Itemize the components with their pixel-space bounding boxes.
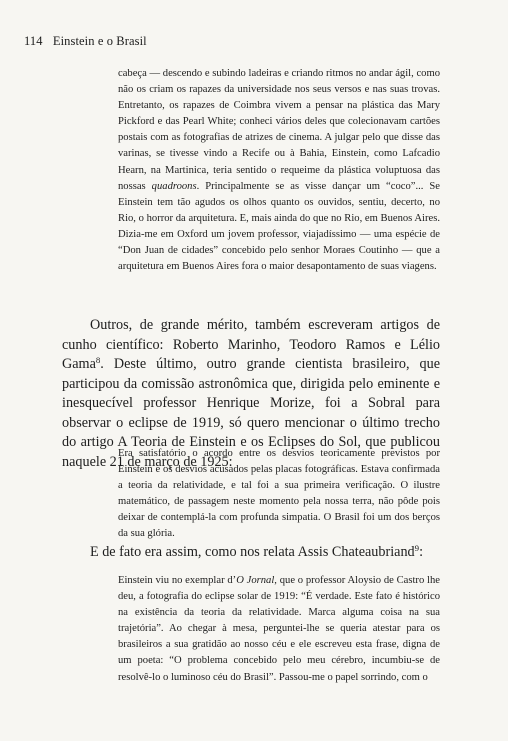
quote-3-text-a: Einstein viu no exemplar d’ <box>118 575 237 586</box>
block-quote-1 <box>118 66 440 275</box>
quote-3-italic: O Jornal <box>236 575 275 586</box>
block-quote-3 <box>118 573 440 686</box>
paragraph-1-text-cont: . Deste último, outro grande cientista brasileiro, que participou da comissão astronômica que, dirigida pelo eminente e inesquecível professor Henrique Morize, foi a Sobral para observar o eclipse de 1919, só quero mencionar o último trecho do artigo A Teoria de Einstein e os Eclipses do Sol, que publicou naquele 21 de março de 1925: <box>62 356 440 470</box>
paragraph-1-text: Outros, de grande mérito, também escreveram artigos de cunho científico: Roberto Marinho, Teodoro Ramos e Lélio Gama <box>62 317 440 372</box>
quote-3-text-b: , que o professor Aloysio de Castro lhe deu, a fotografia do eclipse solar de 1919: “É verdade. Este fato é histórico na existência da teoria da relatividade. Marca alguma coisa na sua trajetória”. Ao chegar à mesa, perguntei-lhe se queria atestar para os brasileiros a sua gratidão ao nosso céu e ele escreveu esta frase, digna de um poeta: “O problema concebido pelo meu cérebro, incumbiu-se de resolvê-lo o luminoso céu do Brasil”. Passou-me o papel sorrindo, com o <box>118 575 440 683</box>
paragraph-2-text: E de fato era assim, como nos relata Assis Chateaubriand <box>90 544 415 560</box>
quote-1-text-a: cabeça — descendo e subindo ladeiras e criando ritmos no andar ágil, como não os criam os rapazes da universidade nos seus versos e nas suas trovas. Entretanto, os rapazes de Coimbra vivem a pensar na plástica das Mary Pickford e das Pearl White; conheci vários deles que colecionavam cartões postais com as fotografias de atrizes de cinema. A julgar pelo que disse das varinas, se tivesse vindo a Recife ou à Bahia, Einstein, como Lafcadio Hearn, na Martinica, teria sentido o requeime da plástica voluptuosa das nossas <box>118 68 440 192</box>
quote-1-text-b: . Principalmente se as visse dançar um “coco”... Se Einstein tem tão agudos os olhos quanto os ouvidos, sentiu, decerto, no Rio, o horror da arquitetura. E, mais ainda do que no Rio, em Buenos Aires. Dizia-me em Oxford um jovem professor, viajadíssimo — uma espécie de “Don Juan de cidades” concebido pelo senhor Moraes Coutinho — que a arquitetura em Buenos Aires fora o maior desapontamento de suas viagens. <box>118 180 440 273</box>
quote-1-italic: quadroons <box>151 180 197 192</box>
body-paragraph-2 <box>62 543 440 563</box>
footnote-ref-8: 8 <box>95 355 101 366</box>
paragraph-2-text-cont: : <box>419 544 424 560</box>
page-number: 114 <box>24 34 43 48</box>
running-title: Einstein e o Brasil <box>52 34 147 48</box>
page-header <box>24 34 147 49</box>
footnote-ref-9: 9 <box>414 543 420 554</box>
quote-2-text: Era satisfatório o acordo entre os desvios teoricamente previstos por Einstein e os desvios acusados pelas placas fotográficas. Estava confirmada a teoria da relatividade, e tal foi a sua primeira verificação. O ilustre matemático, de passagem neste momento pela nossa terra, não pôde pois deixar de contemplá-la com profunda simpatia. O Brasil foi um dos berços da sua glória. <box>118 448 440 540</box>
block-quote-2 <box>118 446 440 543</box>
